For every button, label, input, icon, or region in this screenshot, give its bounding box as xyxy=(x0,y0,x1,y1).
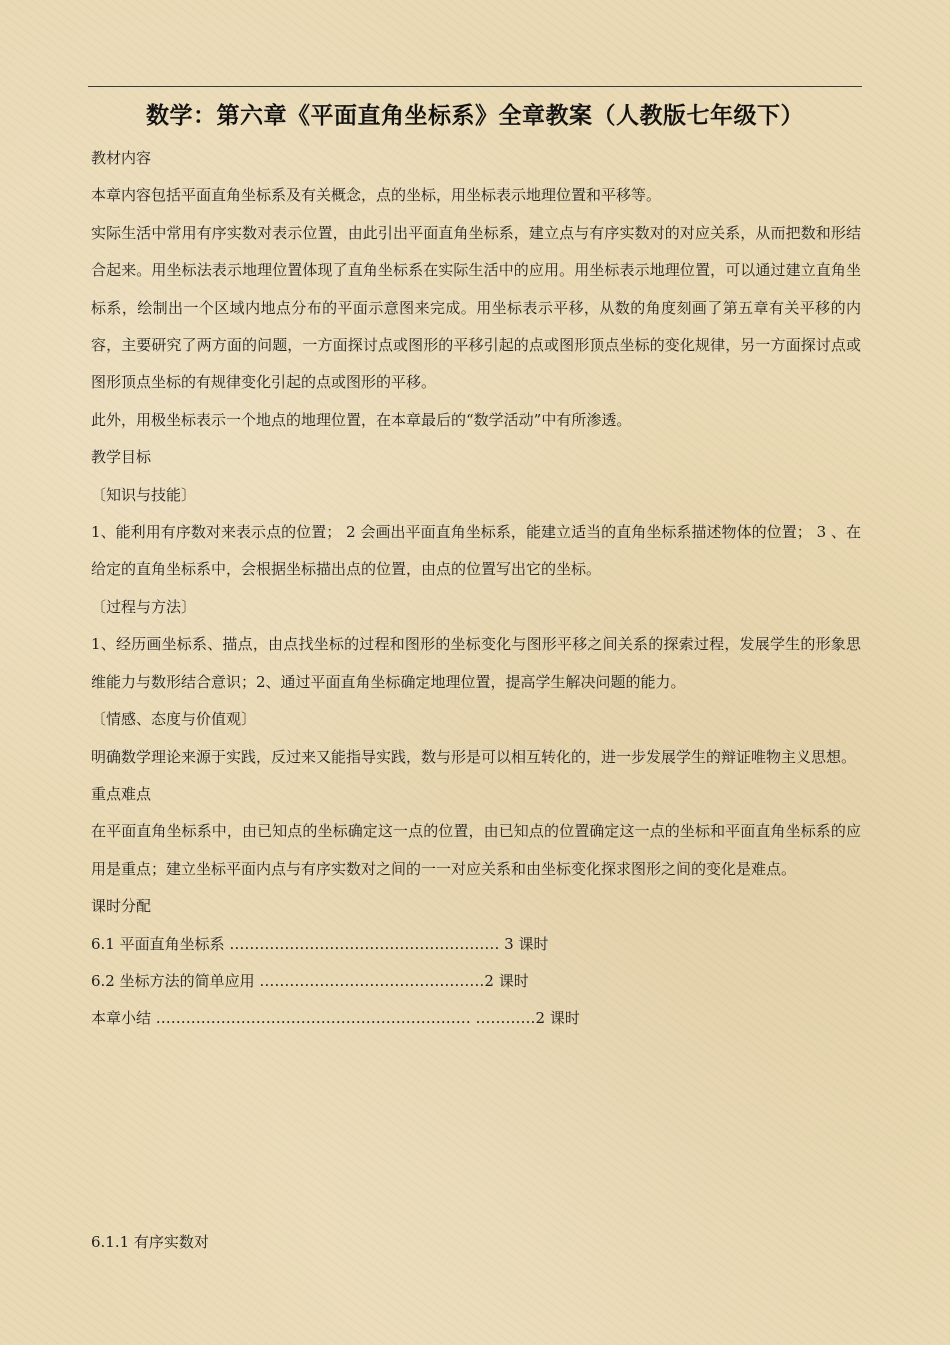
heading-schedule: 课时分配 xyxy=(91,897,152,916)
document-title: 数学：第六章《平面直角坐标系》全章教案（人教版七年级下） xyxy=(146,103,804,129)
subheading-emotion: 〔情感、态度与价值观〕 xyxy=(91,710,257,729)
paragraph-knowledge: 1、能利用有序数对来表示点的位置； 2 会画出平面直角坐标系，能建立适当的直角坐标系描述物体的位置； 3 、在给定的直角坐标系中，会根据坐标描出点的位置，由点的位置写出它的坐标。 xyxy=(91,523,861,579)
paragraph-key-points: 在平面直角坐标系中，由已知点的坐标确定这一点的位置，由已知点的位置确定这一点的坐标和平面直角坐标系的应用是重点；建立坐标平面内点与有序实数对之间的一一对应关系和由坐标变化探求图形之间的变化是难点。 xyxy=(91,822,861,878)
paragraph-process: 1、经历画坐标系、描点，由点找坐标的过程和图形的坐标变化与图形平移之间关系的探索过程，发展学生的形象思维能力与数形结合意识；2、通过平面直角坐标确定地理位置，提高学生解决问题的能力。 xyxy=(91,635,861,691)
paragraph-polar: 此外，用极坐标表示一个地点的地理位置，在本章最后的“数学活动”中有所渗透。 xyxy=(91,410,632,429)
paragraph-emotion: 明确数学理论来源于实践，反过来又能指导实践，数与形是可以相互转化的，进一步发展学生的辩证唯物主义思想。 xyxy=(91,747,857,766)
paragraph-materials-detail: 实际生活中常用有序实数对表示位置，由此引出平面直角坐标系，建立点与有序实数对的对应关系，从而把数和形结合起来。用坐标法表示地理位置体现了直角坐标系在实际生活中的应用。用坐标表示地理位置，可以通过建立直角坐标系，绘制出一个区域内地点分布的平面示意图来完成。用坐标表示平移，从数的角度刻画了第五章有关平移的内容，主要研究了两方面的问题，一方面探讨点或图形的平移引起的点或图形顶点坐标的变化规律，另一方面探讨点或图形顶点坐标的有规律变化引起的点或图形的平移。 xyxy=(91,223,861,392)
heading-materials: 教材内容 xyxy=(91,149,152,167)
toc-line: 6.1 平面直角坐标系 ……………………………………………… 3 课时 xyxy=(91,934,549,953)
heading-key-points: 重点难点 xyxy=(91,784,152,803)
heading-goals: 教学目标 xyxy=(91,448,152,467)
subheading-process: 〔过程与方法〕 xyxy=(91,597,197,616)
header-rule xyxy=(88,86,862,87)
section-heading-6-1-1: 6.1.1 有序实数对 xyxy=(91,1233,209,1251)
document-body xyxy=(91,140,861,1038)
subheading-knowledge: 〔知识与技能〕 xyxy=(91,485,197,504)
toc-line: 本章小结 ……………………………………………………… …………2 课时 xyxy=(91,1009,580,1028)
toc-line: 6.2 坐标方法的简单应用 ………………………………………2 课时 xyxy=(91,971,529,990)
paragraph-overview: 本章内容包括平面直角坐标系及有关概念，点的坐标，用坐标表示地理位置和平移等。 xyxy=(91,186,662,205)
